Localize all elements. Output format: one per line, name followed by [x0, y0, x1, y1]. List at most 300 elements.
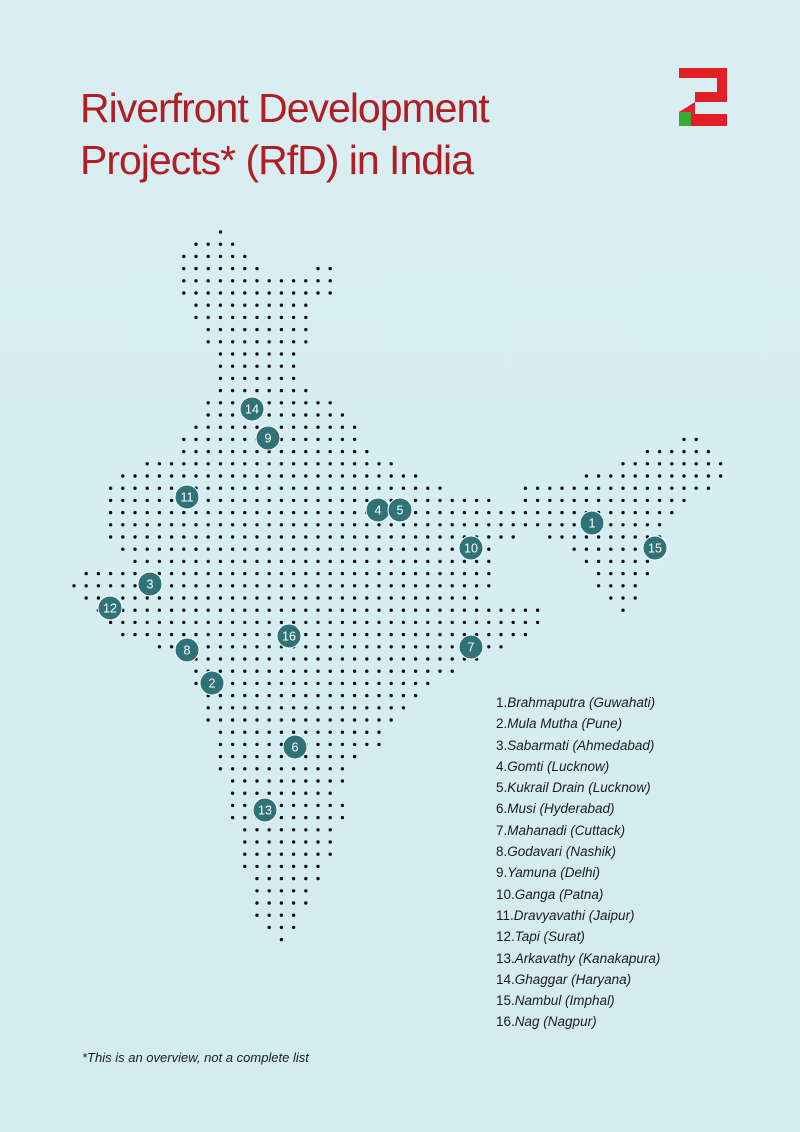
map-dot	[182, 560, 185, 563]
map-dot	[219, 706, 222, 709]
map-dot	[341, 438, 344, 441]
map-dot	[414, 584, 417, 587]
map-dot	[402, 560, 405, 563]
map-dot	[170, 633, 173, 636]
map-dot	[219, 438, 222, 441]
map-dot	[231, 572, 234, 575]
map-dot	[182, 279, 185, 282]
map-dot	[365, 535, 368, 538]
map-dot	[365, 487, 368, 490]
map-dot	[377, 487, 380, 490]
map-dot	[255, 914, 258, 917]
map-dot	[341, 633, 344, 636]
map-dot	[85, 596, 88, 599]
map-dot	[292, 621, 295, 624]
map-dot	[304, 682, 307, 685]
location-marker-10	[459, 536, 483, 560]
map-dot	[219, 328, 222, 331]
map-dot	[243, 853, 246, 856]
map-dot	[292, 816, 295, 819]
legend-number: 15.	[496, 993, 515, 1009]
map-dot	[524, 487, 527, 490]
map-dot	[487, 621, 490, 624]
map-dot	[219, 657, 222, 660]
map-dot	[377, 718, 380, 721]
map-dot	[207, 474, 210, 477]
map-dot	[158, 499, 161, 502]
map-dot	[634, 535, 637, 538]
map-dot	[438, 670, 441, 673]
legend-river: Mahanadi (Cuttack)	[507, 822, 626, 838]
map-dot	[341, 621, 344, 624]
legend-item	[496, 948, 660, 969]
map-dot	[365, 499, 368, 502]
map-dot	[316, 865, 319, 868]
map-dot	[353, 743, 356, 746]
map-dot	[719, 474, 722, 477]
map-dot	[292, 572, 295, 575]
map-dot	[609, 548, 612, 551]
map-dot	[341, 474, 344, 477]
map-dot	[121, 487, 124, 490]
map-dot	[231, 438, 234, 441]
legend-item	[496, 905, 660, 926]
map-dot	[707, 487, 710, 490]
map-dot	[390, 462, 393, 465]
map-dot	[329, 560, 332, 563]
map-dot	[475, 609, 478, 612]
map-dot	[353, 438, 356, 441]
map-dot	[341, 413, 344, 416]
map-dot	[243, 255, 246, 258]
map-dot	[292, 401, 295, 404]
map-dot	[268, 853, 271, 856]
map-dot	[292, 853, 295, 856]
map-dot	[292, 426, 295, 429]
map-dot	[255, 340, 258, 343]
map-dot	[280, 572, 283, 575]
map-dot	[268, 316, 271, 319]
map-dot	[219, 633, 222, 636]
map-dot	[390, 572, 393, 575]
map-dot	[219, 487, 222, 490]
map-dot	[280, 877, 283, 880]
map-dot	[146, 474, 149, 477]
marker-number: 14	[245, 402, 259, 417]
map-dot	[219, 511, 222, 514]
map-dot	[255, 633, 258, 636]
map-dot	[316, 743, 319, 746]
map-dot	[268, 718, 271, 721]
map-dot	[231, 560, 234, 563]
title-line-1: Riverfront Development	[80, 85, 489, 131]
map-dot	[329, 572, 332, 575]
map-dot	[402, 487, 405, 490]
map-dot	[255, 853, 258, 856]
map-dot	[377, 572, 380, 575]
map-dot	[304, 304, 307, 307]
map-dot	[255, 609, 258, 612]
map-dot	[402, 633, 405, 636]
map-dot	[646, 511, 649, 514]
legend-item	[496, 884, 660, 905]
map-dot	[329, 462, 332, 465]
marker-number: 11	[180, 490, 194, 505]
map-dot	[304, 438, 307, 441]
map-dot	[719, 462, 722, 465]
map-dot	[487, 535, 490, 538]
map-dot	[365, 523, 368, 526]
map-dot	[475, 584, 478, 587]
map-dot	[426, 596, 429, 599]
map-dot	[219, 609, 222, 612]
map-dot	[243, 389, 246, 392]
map-dot	[402, 694, 405, 697]
map-dot	[316, 767, 319, 770]
map-dot	[182, 511, 185, 514]
map-dot	[341, 767, 344, 770]
map-dot	[292, 279, 295, 282]
map-dot	[573, 487, 576, 490]
map-dot	[377, 596, 380, 599]
map-dot	[219, 755, 222, 758]
map-dot	[268, 901, 271, 904]
map-dot	[231, 755, 234, 758]
map-dot	[316, 560, 319, 563]
map-dot	[268, 609, 271, 612]
map-dot	[255, 291, 258, 294]
map-dot	[341, 560, 344, 563]
map-dot	[451, 560, 454, 563]
map-dot	[219, 694, 222, 697]
map-dot	[231, 609, 234, 612]
map-dot	[231, 365, 234, 368]
map-dot	[414, 694, 417, 697]
map-dot	[365, 657, 368, 660]
map-dot	[194, 279, 197, 282]
map-dot	[280, 548, 283, 551]
map-dot	[231, 279, 234, 282]
map-dot	[341, 511, 344, 514]
map-dot	[329, 523, 332, 526]
map-dot	[243, 499, 246, 502]
map-dot	[536, 511, 539, 514]
map-dot	[280, 706, 283, 709]
map-dot	[414, 499, 417, 502]
map-dot	[377, 743, 380, 746]
map-dot	[316, 804, 319, 807]
map-dot	[219, 548, 222, 551]
map-dot	[609, 584, 612, 587]
map-dot	[609, 499, 612, 502]
map-dot	[451, 523, 454, 526]
map-dot	[207, 645, 210, 648]
legend-number: 2.	[496, 716, 508, 732]
map-dot	[304, 706, 307, 709]
location-marker-11	[175, 485, 199, 509]
map-dot	[573, 535, 576, 538]
map-dot	[426, 584, 429, 587]
map-dot	[377, 584, 380, 587]
map-dot	[499, 633, 502, 636]
map-dot	[438, 596, 441, 599]
map-dot	[255, 560, 258, 563]
map-dot	[499, 609, 502, 612]
map-dot	[365, 731, 368, 734]
map-dot	[451, 670, 454, 673]
map-dot	[316, 877, 319, 880]
map-dot	[207, 255, 210, 258]
map-dot	[121, 548, 124, 551]
map-dot	[280, 279, 283, 282]
map-dot	[268, 670, 271, 673]
legend-river: Tapi (Surat)	[514, 929, 585, 945]
map-dot	[255, 645, 258, 648]
map-dot	[231, 255, 234, 258]
map-dot	[316, 706, 319, 709]
map-dot	[231, 645, 234, 648]
location-marker-5	[388, 498, 412, 522]
legend-item	[496, 990, 660, 1011]
map-dot	[243, 267, 246, 270]
map-dot	[377, 548, 380, 551]
map-dot	[255, 865, 258, 868]
map-dot	[695, 450, 698, 453]
map-dot	[585, 548, 588, 551]
map-dot	[316, 755, 319, 758]
map-dot	[255, 718, 258, 721]
map-dot	[304, 633, 307, 636]
map-dot	[280, 621, 283, 624]
map-dot	[292, 828, 295, 831]
map-dot	[292, 365, 295, 368]
map-dot	[341, 670, 344, 673]
map-dot	[402, 572, 405, 575]
map-dot	[231, 535, 234, 538]
map-dot	[329, 609, 332, 612]
map-dot	[292, 304, 295, 307]
map-dot	[597, 572, 600, 575]
map-dot	[341, 450, 344, 453]
map-dot	[682, 499, 685, 502]
map-dot	[304, 511, 307, 514]
map-dot	[158, 609, 161, 612]
map-dot	[280, 328, 283, 331]
map-dot	[316, 657, 319, 660]
legend-number: 11.	[496, 907, 514, 923]
map-dot	[426, 511, 429, 514]
map-dot	[353, 548, 356, 551]
map-dot	[353, 523, 356, 526]
map-dot	[219, 560, 222, 563]
map-dot	[146, 487, 149, 490]
map-dot	[438, 560, 441, 563]
map-dot	[219, 304, 222, 307]
map-dot	[475, 560, 478, 563]
map-dot	[121, 474, 124, 477]
map-dot	[438, 548, 441, 551]
map-dot	[231, 499, 234, 502]
legend-item	[496, 841, 660, 862]
map-dot	[682, 487, 685, 490]
map-dot	[536, 487, 539, 490]
map-dot	[255, 487, 258, 490]
map-dot	[329, 804, 332, 807]
map-dot	[121, 633, 124, 636]
map-dot	[243, 865, 246, 868]
map-dot	[207, 426, 210, 429]
map-dot	[377, 670, 380, 673]
map-dot	[243, 731, 246, 734]
map-dot	[255, 304, 258, 307]
map-dot	[292, 487, 295, 490]
map-dot	[365, 462, 368, 465]
map-dot	[121, 572, 124, 575]
map-dot	[475, 621, 478, 624]
map-dot	[341, 731, 344, 734]
map-dot	[377, 682, 380, 685]
map-dot	[231, 328, 234, 331]
map-dot	[304, 316, 307, 319]
map-dot	[268, 474, 271, 477]
map-dot	[695, 438, 698, 441]
map-dot	[255, 523, 258, 526]
map-dot	[341, 657, 344, 660]
map-dot	[316, 267, 319, 270]
map-dot	[146, 462, 149, 465]
map-dot	[243, 596, 246, 599]
map-dot	[243, 474, 246, 477]
map-dot	[390, 694, 393, 697]
map-dot	[304, 328, 307, 331]
map-dot	[268, 291, 271, 294]
map-dot	[426, 657, 429, 660]
map-dot	[304, 865, 307, 868]
map-dot	[292, 584, 295, 587]
map-dot	[609, 560, 612, 563]
map-dot	[341, 535, 344, 538]
map-dot	[304, 755, 307, 758]
map-dot	[487, 499, 490, 502]
map-dot	[243, 718, 246, 721]
map-dot	[292, 889, 295, 892]
map-dot	[243, 340, 246, 343]
map-dot	[255, 792, 258, 795]
map-dot	[268, 389, 271, 392]
map-dot	[304, 804, 307, 807]
map-dot	[463, 560, 466, 563]
map-dot	[316, 670, 319, 673]
location-marker-4	[366, 498, 390, 522]
map-dot	[560, 535, 563, 538]
map-dot	[243, 584, 246, 587]
map-dot	[426, 535, 429, 538]
map-dot	[499, 621, 502, 624]
map-dot	[304, 694, 307, 697]
map-dot	[280, 938, 283, 941]
location-marker-1	[580, 511, 604, 535]
map-dot	[219, 743, 222, 746]
map-dot	[390, 682, 393, 685]
map-dot	[133, 609, 136, 612]
map-dot	[243, 633, 246, 636]
map-dot	[280, 340, 283, 343]
map-dot	[390, 633, 393, 636]
legend-number: 14.	[496, 971, 515, 987]
legend-number: 1.	[496, 695, 508, 710]
map-dot	[280, 523, 283, 526]
map-dot	[268, 487, 271, 490]
map-dot	[280, 291, 283, 294]
map-dot	[670, 450, 673, 453]
map-dot	[231, 487, 234, 490]
map-dot	[170, 474, 173, 477]
map-dot	[133, 523, 136, 526]
map-dot	[304, 474, 307, 477]
legend-item	[496, 777, 660, 798]
map-dot	[280, 450, 283, 453]
map-dot	[316, 853, 319, 856]
map-dot	[219, 572, 222, 575]
map-dot	[536, 609, 539, 612]
map-dot	[292, 328, 295, 331]
map-dot	[194, 682, 197, 685]
map-dot	[304, 657, 307, 660]
map-dot	[268, 840, 271, 843]
map-dot	[231, 584, 234, 587]
map-dot	[219, 450, 222, 453]
map-dot	[353, 682, 356, 685]
map-dot	[268, 743, 271, 746]
map-dot	[243, 572, 246, 575]
map-dot	[451, 572, 454, 575]
legend-number: 5.	[496, 780, 508, 796]
map-dot	[414, 511, 417, 514]
map-dot	[402, 474, 405, 477]
marker-number: 4	[374, 503, 382, 518]
map-dot	[182, 609, 185, 612]
map-dot	[438, 523, 441, 526]
map-dot	[146, 621, 149, 624]
map-dot	[304, 548, 307, 551]
map-dot	[353, 487, 356, 490]
map-dot	[634, 596, 637, 599]
map-dot	[194, 633, 197, 636]
map-dot	[255, 535, 258, 538]
map-dot	[304, 767, 307, 770]
location-marker-12	[98, 596, 122, 620]
map-dot	[304, 560, 307, 563]
map-dot	[646, 499, 649, 502]
map-dot	[341, 743, 344, 746]
map-dot	[207, 499, 210, 502]
map-dot	[304, 426, 307, 429]
legend-river: Yamuna (Delhi)	[507, 865, 601, 881]
map-dot	[646, 450, 649, 453]
map-dot	[109, 621, 112, 624]
map-dot	[268, 365, 271, 368]
map-dot	[219, 279, 222, 282]
map-dot	[329, 426, 332, 429]
map-dot	[219, 474, 222, 477]
map-dot	[182, 572, 185, 575]
map-dot	[634, 487, 637, 490]
map-dot	[170, 511, 173, 514]
map-dot	[268, 633, 271, 636]
map-dot	[316, 609, 319, 612]
location-marker-16	[277, 624, 301, 648]
map-dot	[377, 706, 380, 709]
